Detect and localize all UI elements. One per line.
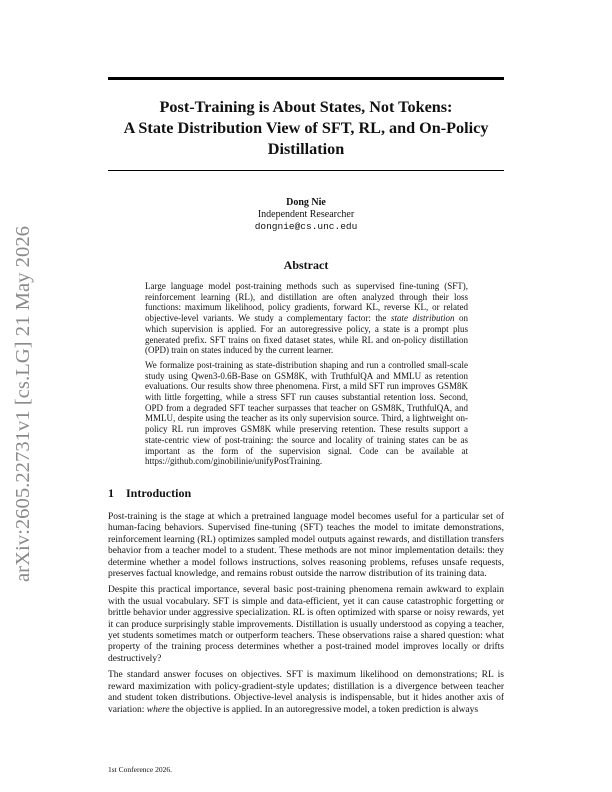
intro-p3-emphasis: where xyxy=(146,704,170,715)
abstract-p1-emphasis: state distribution xyxy=(390,313,455,324)
abstract-paragraph-1 xyxy=(145,281,468,356)
intro-paragraph-1: Post-training is the stage at which a pretrained language model becomes useful for a particular set of human-facing behaviors. Supervised fine-tuning (SFT) teaches the model to imitate demonstrations, reinforcement learning (RL) optimizes sampled model outputs against rewards, and distillation transfers behavior from a teacher model to a student. These methods are not minor implementation details: they determine whether a model follows instructions, solves reasoning problems, refuses unsafe requests, preserves factual knowledge, and remains robust outside the narrow distribution of its training data. xyxy=(108,512,504,580)
introduction-body xyxy=(108,512,504,721)
page-footer: 1st Conference 2026. xyxy=(108,765,172,774)
author-name: Dong Nie xyxy=(286,197,326,208)
abstract-p1-a: Large language model post-training methods such as supervised fine-tuning (SFT), reinforcement learning (RL), and distillation are often analyzed through their loss functions: maximum likelihood, policy gradients, forward KL, reverse KL, or related objective-level variants. We study a complementary factor: the xyxy=(145,281,468,324)
intro-paragraph-3 xyxy=(108,670,504,716)
abstract-paragraph-2: We formalize post-training as state-distribution shaping and run a controlled small-scale study using Qwen3-0.6B-Base on GSM8K, with TruthfulQA and MMLU as retention evaluations. Our results show three phenomena. First, a mild SFT run improves GSM8K with little forgetting, while a stress SFT run causes substantial retention loss. Second, OPD from a degraded SFT teacher surpasses that teacher on GSM8K, TruthfulQA, and MMLU, despite using the teacher as its only supervision source. Third, a lightweight on-policy RL run improves GSM8K while preserving retention. These results support a state-centric view of post-training: the source and locality of training states can be as important as the form of the supervision signal. Code can be available at https://github.com/ginobilinie/unifyPostTraining. xyxy=(145,359,468,467)
title-line-2: A State Distribution View of SFT, RL, and On-Policy xyxy=(123,119,489,137)
abstract-body xyxy=(145,281,468,471)
section-title: Introduction xyxy=(126,486,192,500)
author-email: dongnie@cs.unc.edu xyxy=(254,221,358,232)
paper-title xyxy=(108,97,504,160)
abstract-heading: Abstract xyxy=(283,258,329,272)
title-line-1: Post-Training is About States, Not Tokens: xyxy=(159,98,453,116)
arxiv-id-text: arXiv:2605.22731v1 [cs.LG] 21 May 2026 xyxy=(13,246,34,582)
author-block xyxy=(108,197,504,233)
intro-paragraph-2: Despite this practical importance, several basic post-training phenomena remain awkward to explain with the usual vocabulary. SFT is simple and data-efficient, yet it can cause catastrophic forgetting or brittle behavior under aggressive specialization. RL is often optimized with sparse or noisy rewards, yet it can produce surprisingly stable improvements. Distillation is usually understood as copying a teacher, yet students sometimes match or outperform teachers. These observations raise a shared question: what property of the training process determines whether a post-trained model improves locally or drifts destructively? xyxy=(108,585,504,664)
intro-p3-a: The standard answer focuses on objectives. SFT is maximum likelihood on demonstrations; RL is reward maximization with policy-gradient-style updates; distillation is a divergence between teacher and student token distributions. Objective-level analysis is indispensable, but it hides another axis of variation: xyxy=(108,670,504,715)
title-bottom-rule xyxy=(108,170,504,171)
arxiv-sidebar-stamp xyxy=(2,222,38,582)
abstract-p1-b: on which supervision is applied. For an autoregressive policy, a state is a prompt plus generated prefix. SFT trains on fixed dataset states, while RL and on-policy distillation (OPD) train on states induced by the current learner. xyxy=(145,313,468,356)
title-top-rule xyxy=(108,77,504,80)
section-number: 1 xyxy=(108,486,114,500)
section-heading-introduction xyxy=(108,486,191,501)
author-affiliation: Independent Researcher xyxy=(257,209,355,220)
title-line-3: Distillation xyxy=(267,140,345,158)
intro-p3-b: the objective is applied. In an autoregressive model, a token prediction is always xyxy=(169,704,479,715)
